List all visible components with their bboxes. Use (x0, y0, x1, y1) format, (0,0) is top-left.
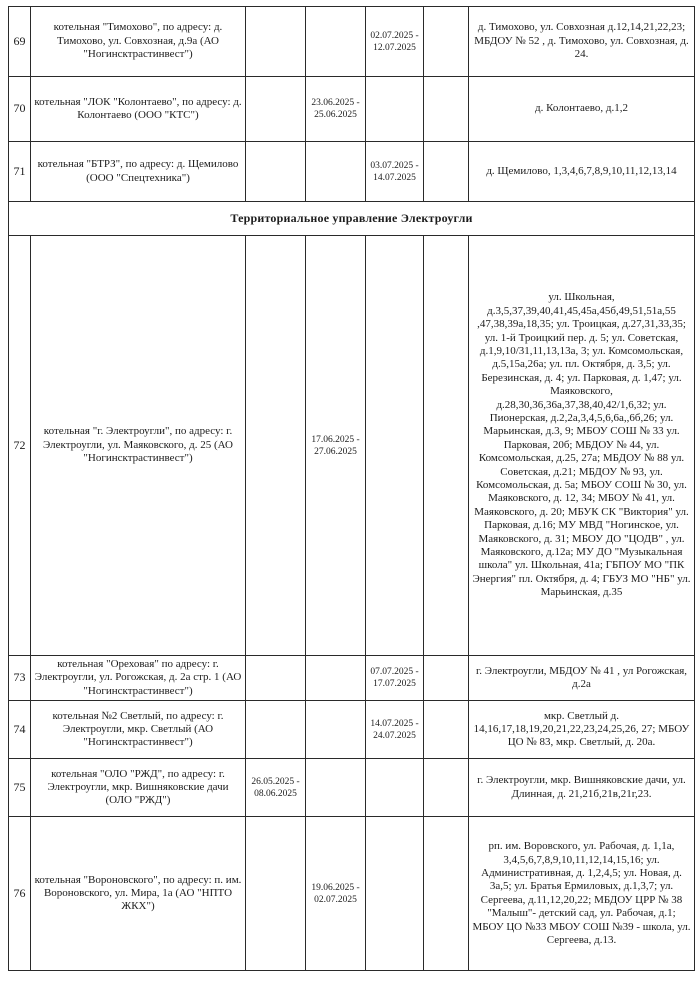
row-number: 73 (9, 656, 31, 701)
shutdown-period-cell: 23.06.2025 - 25.06.2025 (306, 77, 366, 142)
shutdown-period-cell (424, 77, 469, 142)
shutdown-period-cell (306, 656, 366, 701)
shutdown-period-cell (366, 759, 424, 817)
shutdown-period-cell (246, 7, 306, 77)
row-number: 72 (9, 236, 31, 656)
row-number: 74 (9, 701, 31, 759)
shutdown-period-cell (366, 77, 424, 142)
shutdown-period-cell: 02.07.2025 - 12.07.2025 (366, 7, 424, 77)
shutdown-period-cell: 03.07.2025 - 14.07.2025 (366, 142, 424, 202)
boiler-name-cell: котельная "г. Электроугли", по адресу: г. Электроугли, ул. Маяковского, д. 25 (АО "Ногинсктрастинвест") (31, 236, 246, 656)
shutdown-period-cell (424, 142, 469, 202)
shutdown-period-cell (246, 77, 306, 142)
shutdown-period-cell (366, 817, 424, 971)
shutdown-period-cell (424, 656, 469, 701)
shutdown-period-cell (424, 817, 469, 971)
row-number: 70 (9, 77, 31, 142)
address-list-cell: мкр. Светлый д. 14,16,17,18,19,20,21,22,23,24,25,26, 27; МБОУ ЦО № 83, мкр. Светлый, д. 20а. (469, 701, 695, 759)
shutdown-period-cell: 17.06.2025 - 27.06.2025 (306, 236, 366, 656)
address-list-cell: г. Электроугли, МБДОУ № 41 , ул Рогожская, д.2а (469, 656, 695, 701)
shutdown-period-cell (306, 701, 366, 759)
shutdown-period-cell (306, 759, 366, 817)
shutdown-period-cell (246, 142, 306, 202)
table-row (9, 142, 695, 202)
shutdown-period-cell (306, 142, 366, 202)
address-list-cell: рп. им. Воровского, ул. Рабочая, д. 1,1а, 3,4,5,6,7,8,9,10,11,12,14,15,16; ул. Административная, д. 1,2,4,5; ул. Новая, д. 3а,5; ул. Братья Ермиловых, д.1,3,7; ул. Сергеева, д.11,12,20,22; МБДОУ ЦРР № 38 "Малыш"- детский сад, ул. Рабочая, д.1; МБОУ ЦО №33 МБОУ СОШ №39 - школа, ул. Сергеева, д.13. (469, 817, 695, 971)
table-row (9, 701, 695, 759)
boiler-name-cell: котельная "Вороновского", по адресу: п. им. Вороновского, ул. Мира, 1а (АО "НПТО ЖКХ") (31, 817, 246, 971)
shutdown-period-cell: 07.07.2025 - 17.07.2025 (366, 656, 424, 701)
shutdown-period-cell (424, 236, 469, 656)
section-title: Территориальное управление Электроугли (9, 202, 695, 236)
shutdown-period-cell (246, 236, 306, 656)
shutdown-period-cell: 14.07.2025 - 24.07.2025 (366, 701, 424, 759)
boiler-name-cell: котельная "Тимохово", по адресу: д. Тимохово, ул. Совхозная, д.9а (АО "Ногинсктрастинвест") (31, 7, 246, 77)
table-row (9, 656, 695, 701)
address-list-cell: д. Щемилово, 1,3,4,6,7,8,9,10,11,12,13,14 (469, 142, 695, 202)
row-number: 76 (9, 817, 31, 971)
boiler-name-cell: котельная №2 Светлый, по адресу: г. Электроугли, мкр. Светлый (АО "Ногинсктрастинвест") (31, 701, 246, 759)
shutdown-period-cell (424, 759, 469, 817)
shutdown-period-cell: 26.05.2025 - 08.06.2025 (246, 759, 306, 817)
boiler-name-cell: котельная "Ореховая" по адресу: г. Электроугли, ул. Рогожская, д. 2а стр. 1 (АО "Ногинсктрастинвест") (31, 656, 246, 701)
address-list-cell: ул. Школьная, д.3,5,37,39,40,41,45,45а,45б,49,51,51а,55 ,47,38,39а,18,35; ул. Троицкая, д.27,31,33,35; ул. 1-й Троицкий пер. д. 5; ул. Советская, д.1,9,10/31,11,13,13а, 3; ул. Комсомольская, д.5,15а,26а; ул. пл. Октября, д. 3,5; ул. Березинская, д. 4; ул. Парковая, д. 1,47; ул. Маяковского, д.28,30,36,36а,37,38,40,42/1,6,32; ул. Пионерская, д.2,2а,3,4,5,6,6а,,6б,26; ул. Марьинская, д.3, 9; МБОУ СОШ № 33 ул. Парковая, 20б; МБДОУ № 44, ул. Комсомольская, д.25, 27а; МБДОУ № 88 ул. Советская, д.21; МБДОУ № 93, ул. Комсомольская, д. 5а; МБОУ СОШ № 30, ул. Маяковского, д. 12, 34; МБОУ № 41, ул. Маяковского, д. 20; МБУК СК "Виктория" ул. Парковая, д.16; МУ МВД "Ногинское, ул. Маяковского, д. 31; МБОУ ДО "ЦОДВ" , ул. Маяковского, д.12а; МУ ДО "Музыкальная школа" ул. Школьная, 41а; ГБПОУ МО "ПК Энергия" пл. Октября, д. 4; ГБУЗ МО "НБ" ул. Марьинская, д.35 (469, 236, 695, 656)
shutdown-period-cell (366, 236, 424, 656)
shutdown-period-cell: 19.06.2025 - 02.07.2025 (306, 817, 366, 971)
boiler-name-cell: котельная "ОЛО "РЖД", по адресу: г. Электроугли, мкр. Вишняковские дачи (ОЛО "РЖД") (31, 759, 246, 817)
table-row (9, 77, 695, 142)
shutdown-period-cell (424, 701, 469, 759)
row-number: 69 (9, 7, 31, 77)
address-list-cell: д. Колонтаево, д.1,2 (469, 77, 695, 142)
address-list-cell: г. Электроугли, мкр. Вишняковские дачи, ул. Длинная, д. 21,21б,21в,21г,23. (469, 759, 695, 817)
row-number: 71 (9, 142, 31, 202)
row-number: 75 (9, 759, 31, 817)
table-row (9, 759, 695, 817)
shutdown-period-cell (424, 7, 469, 77)
shutdown-period-cell (246, 656, 306, 701)
shutdown-period-cell (246, 817, 306, 971)
table-row (9, 7, 695, 77)
table-row (9, 817, 695, 971)
section-row (9, 202, 695, 236)
boiler-name-cell: котельная "ЛОК "Колонтаево", по адресу: д. Колонтаево (ООО "КТС") (31, 77, 246, 142)
shutdown-period-cell (246, 701, 306, 759)
table-row (9, 236, 695, 656)
boiler-name-cell: котельная "БТРЗ", по адресу: д. Щемилово (ООО "Спецтехника") (31, 142, 246, 202)
heating-schedule-table (8, 6, 695, 971)
address-list-cell: д. Тимохово, ул. Совхозная д.12,14,21,22,23; МБДОУ № 52 , д. Тимохово, ул. Совхозная, д. 24. (469, 7, 695, 77)
shutdown-period-cell (306, 7, 366, 77)
